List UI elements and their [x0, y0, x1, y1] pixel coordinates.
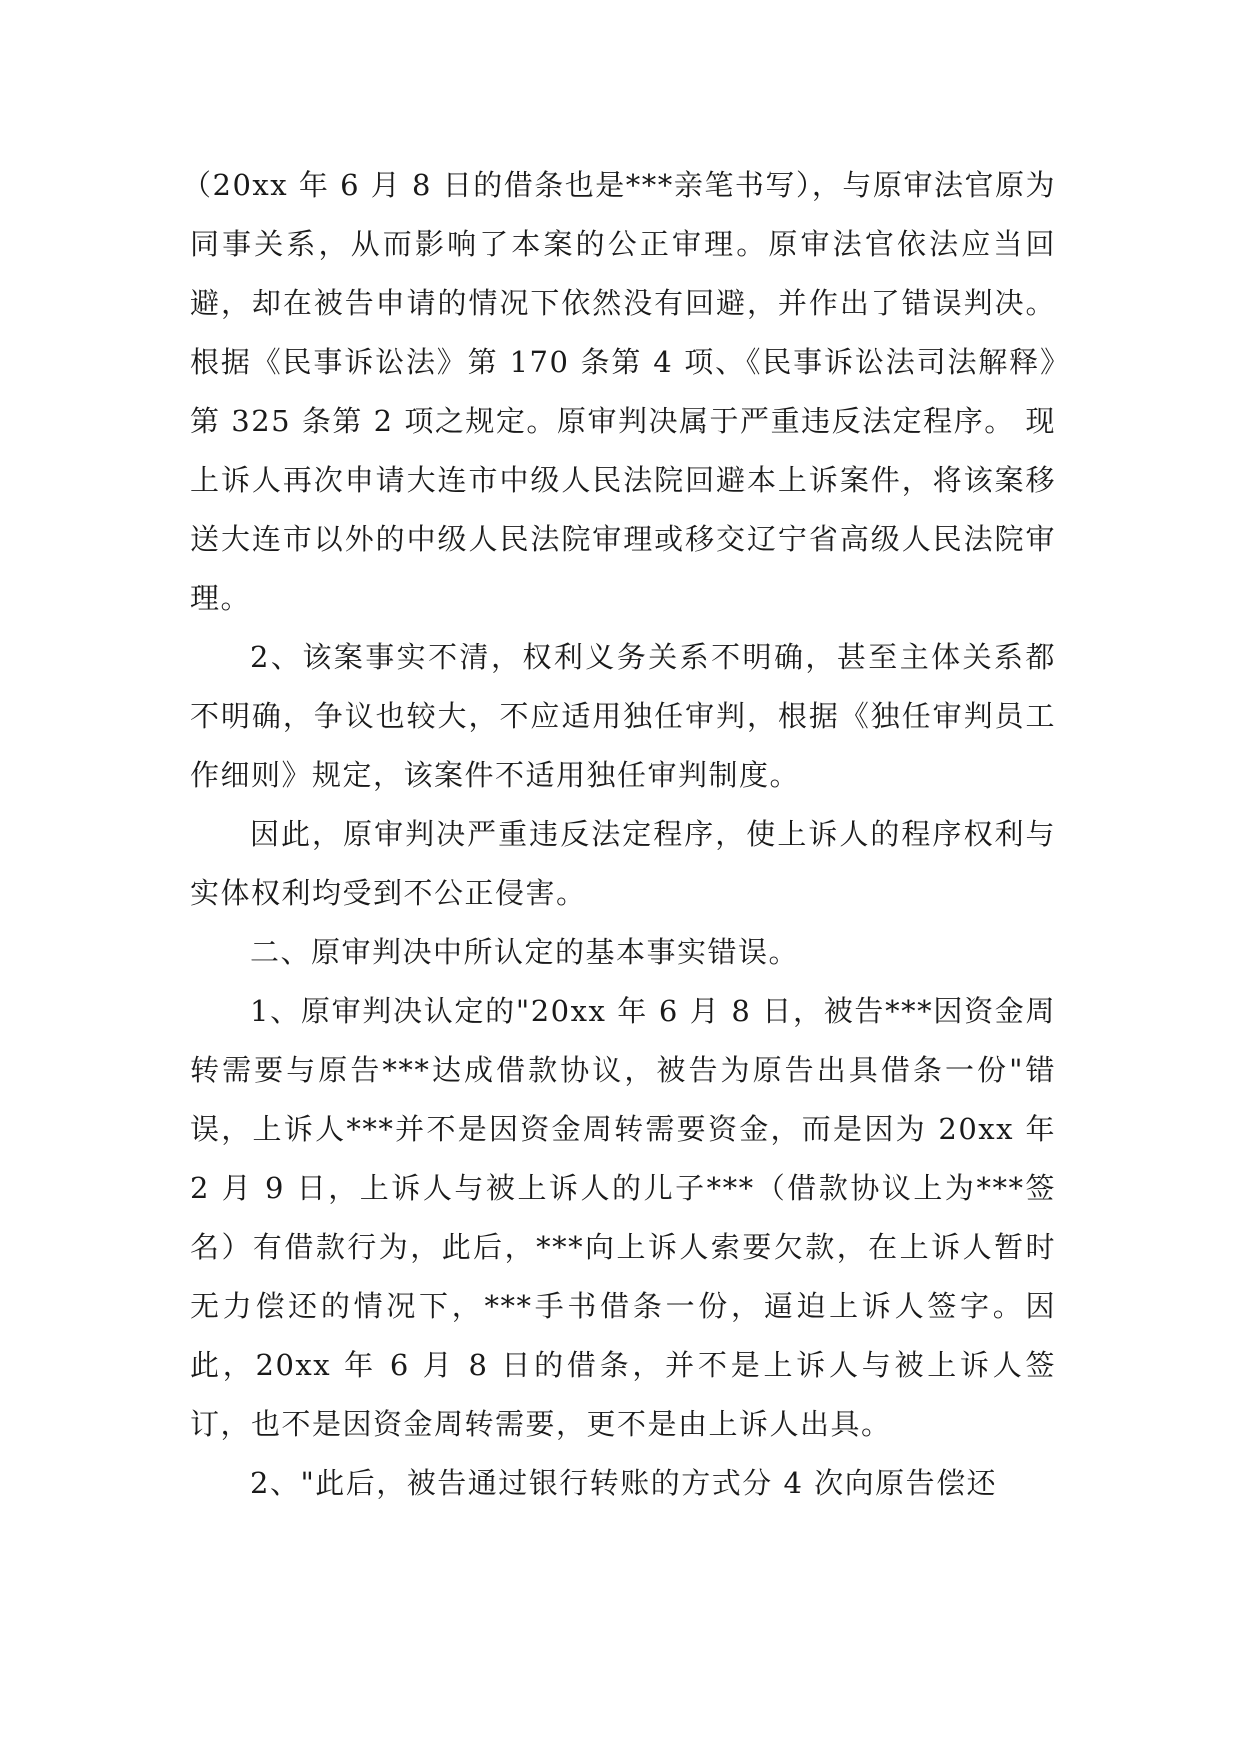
paragraph-item-2-repayment: 2、"此后，被告通过银行转账的方式分 4 次向原告偿还 [250, 1466, 998, 1500]
paragraph-item-1-facts: 1、原审判决认定的"20xx 年 6 月 8 日，被告***因资金周转需要与原告***达成借款协议，被告为原告出具借条一份"错误，上诉人***并不是因资金周转需要资金，而是因为 20xx 年 2 月 9 日，上诉人与被上诉人的儿子***（借款协议上为***签名）有借款行为，此后，***向上诉人索要欠款，在上诉人暂时无力偿还的情况下，***手书借条一份，逼迫上诉人签字。因此，20xx 年 6 月 8 日的借条，并不是上诉人与被上诉人签订，也不是因资金周转需要，更不是由上诉人出具。 [190, 994, 1056, 1441]
paragraph-continuation: （20xx 年 6 月 8 日的借条也是***亲笔书写），与原审法官原为同事关系，从而影响了本案的公正审理。原审法官依法应当回避，却在被告申请的情况下依然没有回避，并作出了错误判决。根据《民事诉讼法》第 170 条第 4 项、《民事诉讼法司法解释》第 325 条第 2 项之规定。原审判决属于严重违反法定程序。 现上诉人再次申请大连市中级人民法院回避本上诉案件，将该案移送大连市以外的中级人民法院审理或移交辽宁省高级人民法院审理。 [182, 168, 1056, 615]
section-heading-2: 二、原审判决中所认定的基本事实错误。 [250, 935, 800, 969]
paragraph-conclusion: 因此，原审判决严重违反法定程序，使上诉人的程序权利与实体权利均受到不公正侵害。 [190, 817, 1056, 910]
document-body [182, 156, 1056, 1513]
paragraph-item-2-sole-judge: 2、该案事实不清，权利义务关系不明确，甚至主体关系都不明确，争议也较大，不应适用独任审判，根据《独任审判员工作细则》规定，该案件不适用独任审判制度。 [190, 640, 1056, 792]
